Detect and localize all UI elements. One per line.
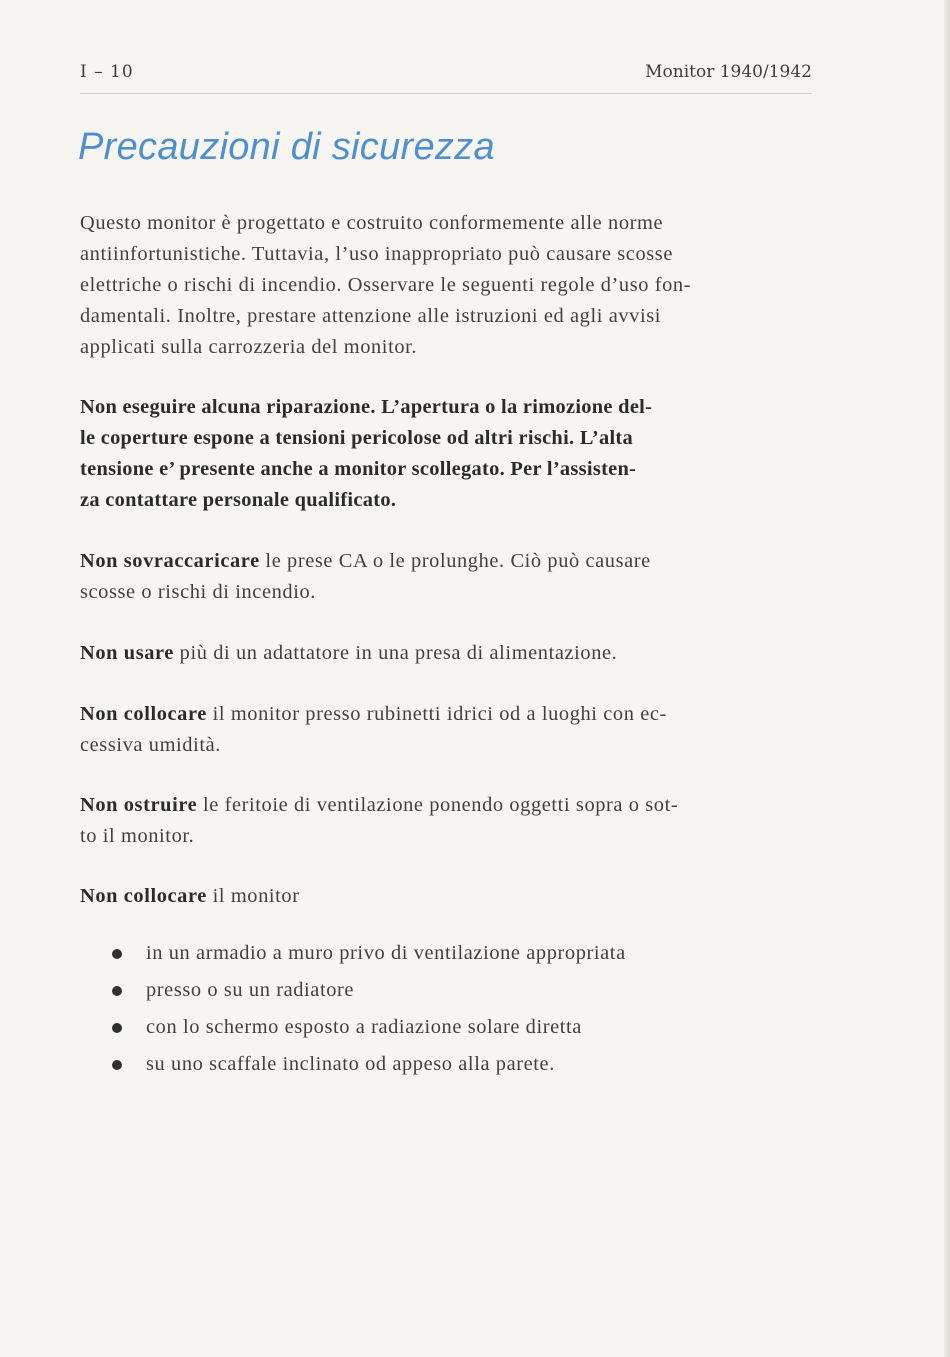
warning-line: Non eseguire alcuna riparazione. L’apertura o la rimozione del-: [80, 396, 653, 418]
product-name: Monitor 1940/1942: [645, 62, 812, 82]
placement-list: [110, 938, 626, 1086]
list-item: su uno scaffale inclinato od appeso alla parete.: [110, 1049, 626, 1086]
rule-text: scosse o rischi di incendio.: [80, 581, 316, 603]
page-number: I – 10: [80, 62, 134, 82]
warning-line: tensione e’ presente anche a monitor scollegato. Per l’assisten-: [80, 458, 637, 480]
list-item: con lo schermo esposto a radiazione solare diretta: [110, 1012, 626, 1049]
bullet-icon: [112, 1060, 122, 1070]
intro-line: applicati sulla carrozzeria del monitor.: [80, 336, 418, 358]
page-edge: [944, 0, 950, 1357]
rule-keyword: Non collocare: [80, 885, 207, 907]
intro-paragraph: [80, 208, 820, 363]
warning-line: za contattare personale qualificato.: [80, 489, 397, 511]
intro-line: elettriche o rischi di incendio. Osservare le seguenti regole d’uso fon-: [80, 274, 692, 296]
list-item: presso o su un radiatore: [110, 975, 626, 1012]
bullet-icon: [112, 949, 122, 959]
warning-line: le coperture espone a tensioni pericolose od altri rischi. L’alta: [80, 427, 634, 449]
rule-ventilation: [80, 790, 820, 852]
rule-text: le prese CA o le prolunghe. Ciò può causare: [259, 550, 651, 572]
rule-keyword: Non usare: [80, 642, 174, 664]
rule-text: le feritoie di ventilazione ponendo oggetti sopra o sot-: [197, 794, 679, 816]
page-title: Precauzioni di sicurezza: [78, 126, 495, 168]
rule-adapter: [80, 638, 820, 669]
rule-humidity: [80, 699, 820, 761]
rule-text: più di un adattatore in una presa di alimentazione.: [173, 642, 618, 664]
intro-line: antiinfortunistiche. Tuttavia, l’uso inappropriato può causare scosse: [80, 243, 673, 265]
rule-keyword: Non ostruire: [80, 794, 198, 816]
rule-placement: [80, 881, 820, 912]
rule-text: il monitor presso rubinetti idrici od a luoghi con ec-: [206, 703, 667, 725]
rule-text: il monitor: [206, 885, 300, 907]
rule-keyword: Non sovraccaricare: [80, 550, 260, 572]
header-divider: [80, 93, 812, 94]
rule-keyword: Non collocare: [80, 703, 207, 725]
bullet-icon: [112, 1023, 122, 1033]
list-item: in un armadio a muro privo di ventilazione appropriata: [110, 938, 626, 975]
rule-text: cessiva umidità.: [80, 734, 221, 756]
intro-line: damentali. Inoltre, prestare attenzione alle istruzioni ed agli avvisi: [80, 305, 662, 327]
bullet-icon: [112, 986, 122, 996]
intro-line: Questo monitor è progettato e costruito conformemente alle norme: [80, 212, 664, 234]
rule-text: to il monitor.: [80, 825, 195, 847]
rule-overload: [80, 546, 820, 608]
service-warning: [80, 392, 820, 516]
page-header: [80, 62, 812, 86]
